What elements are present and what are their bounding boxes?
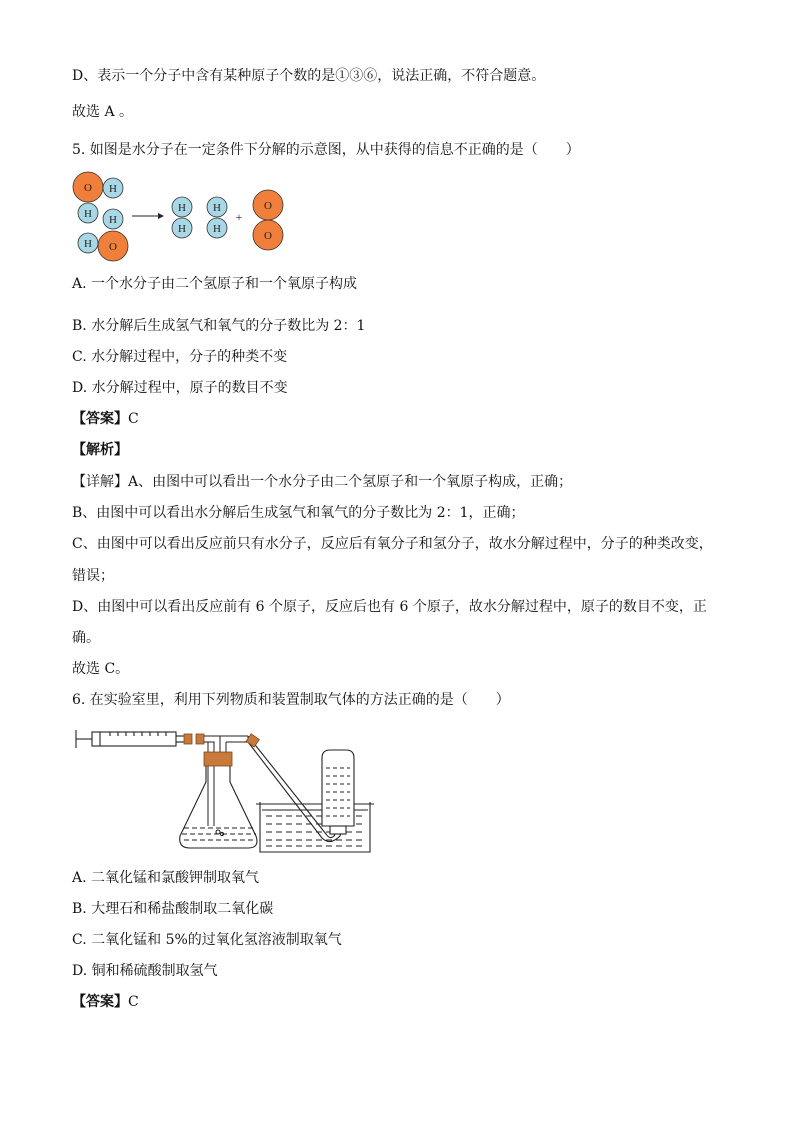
answer-value: C xyxy=(128,411,139,427)
hydrogen-label: H xyxy=(213,202,221,214)
answer-tag: 【答案】 xyxy=(72,994,128,1010)
analysis-heading: 【解析】 xyxy=(72,442,128,458)
answer-tag: 【答案】 xyxy=(72,411,128,427)
oxygen-label: O xyxy=(264,200,272,212)
option-b: B. 水分解后生成氢气和氧气的分子数比为 2：1 xyxy=(72,318,366,334)
option-b: B. 大理石和稀盐酸制取二氧化碳 xyxy=(72,901,274,917)
option-c: C. 水分解过程中，分子的种类不变 xyxy=(72,349,288,365)
reaction-arrow xyxy=(132,213,164,219)
option-d: D. 水分解过程中，原子的数目不变 xyxy=(72,380,288,396)
hydrogen-label: H xyxy=(178,202,186,214)
answer-line xyxy=(72,992,139,1012)
text-line: D、由图中可以看出反应前有 6 个原子，反应后也有 6 个原子，故水分解过程中，原子的数目不变，正 xyxy=(72,599,707,615)
rubber-connectors xyxy=(184,734,204,744)
answer-line xyxy=(72,409,139,429)
product-hydrogen-molecules xyxy=(172,197,227,238)
text-line: 确。 xyxy=(72,630,100,646)
water-decomposition-figure xyxy=(68,170,298,262)
oxygen-label: O xyxy=(264,230,272,242)
hydrogen-label: H xyxy=(84,238,92,250)
text-line: 故选 A 。 xyxy=(72,104,134,120)
plus-sign: + xyxy=(235,210,243,224)
hydrogen-label: H xyxy=(213,223,221,235)
question-5-stem: 5. 如图是水分子在一定条件下分解的示意图，从中获得的信息不正确的是（ ） xyxy=(72,142,580,158)
option-d: D. 铜和稀硫酸制取氢气 xyxy=(72,963,218,979)
hydrogen-label: H xyxy=(178,223,186,235)
text-line: 错误； xyxy=(72,568,114,584)
text-line: 故选 C。 xyxy=(72,661,130,677)
text-line: D、表示一个分子中含有某种原子个数的是①③⑥，说法正确，不符合题意。 xyxy=(72,68,546,84)
product-oxygen-molecule xyxy=(253,190,283,250)
hydrogen-label: H xyxy=(109,214,117,226)
option-a: A. 一个水分子由二个氢原子和一个氧原子构成 xyxy=(72,276,358,292)
question-6-stem: 6. 在实验室里，利用下列物质和装置制取气体的方法正确的是（ ） xyxy=(72,692,510,708)
text-line: C、由图中可以看出反应前只有水分子，反应后有氧分子和氢分子，故水分解过程中，分子的种类改变， xyxy=(72,536,713,552)
syringe xyxy=(76,730,184,748)
gas-apparatus-figure xyxy=(72,724,382,856)
oxygen-label: O xyxy=(84,182,92,194)
collection-bottle xyxy=(322,750,354,834)
water-trough xyxy=(256,802,374,852)
text-line: 【详解】A、由图中可以看出一个水分子由二个氢原子和一个氧原子构成，正确； xyxy=(72,474,573,490)
hydrogen-label: H xyxy=(84,208,92,220)
conical-flask xyxy=(180,766,257,848)
text-line: B、由图中可以看出水分解后生成氢气和氧气的分子数比为 2：1，正确； xyxy=(72,505,525,521)
option-a: A. 二氧化锰和氯酸钾制取氧气 xyxy=(72,870,260,886)
option-c: C. 二氧化锰和 5%的过氧化氢溶液制取氧气 xyxy=(72,932,342,948)
delivery-tubes xyxy=(204,736,248,826)
answer-value: C xyxy=(128,994,139,1010)
oxygen-label: O xyxy=(109,241,117,253)
stopper xyxy=(204,752,232,766)
hydrogen-label: H xyxy=(109,183,117,195)
reactant-water-molecules xyxy=(73,172,128,261)
